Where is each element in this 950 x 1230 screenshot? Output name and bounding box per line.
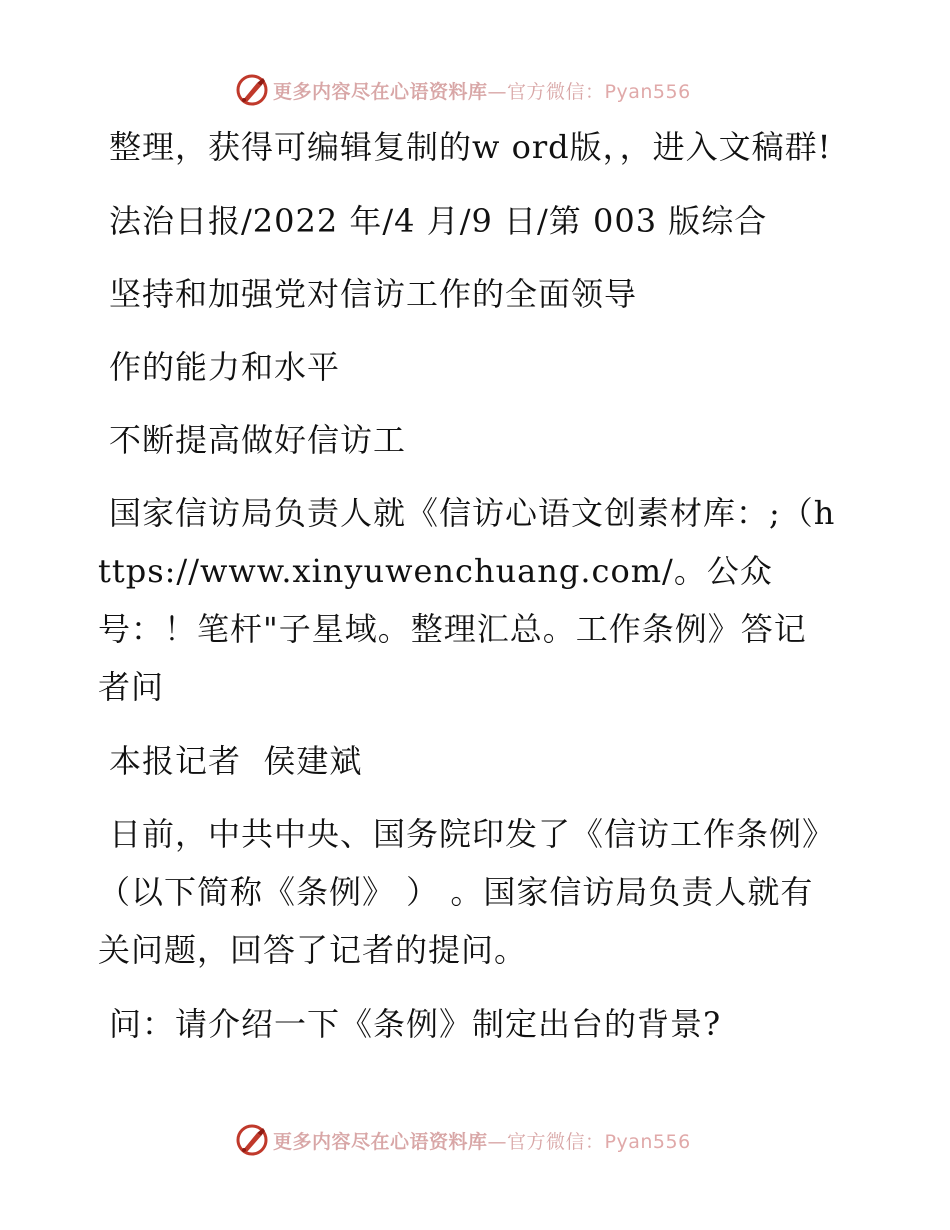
watermark-separator: —	[487, 1130, 508, 1153]
watermark-main-text: 更多内容尽在心语资料库	[273, 80, 488, 103]
watermark-text	[273, 77, 691, 104]
watermark-footer	[235, 1122, 715, 1158]
watermark-wechat-label: 官方微信：	[507, 80, 605, 103]
watermark-separator: —	[487, 80, 508, 103]
paragraph-headline-2: 作的能力和水平	[109, 348, 341, 386]
paragraph-headline-3: 不断提高做好信访工	[109, 421, 407, 459]
watermark-wechat-id: Pyan556	[604, 1130, 691, 1153]
document-body	[98, 118, 847, 1068]
paragraph-headline-1: 坚持和加强党对信访工作的全面领导	[109, 275, 638, 313]
red-quill-pen-icon	[235, 73, 269, 107]
watermark-wechat-label: 官方微信：	[507, 1130, 605, 1153]
paragraph-reporter: 本报记者 侯建斌	[109, 742, 363, 780]
red-quill-pen-icon	[235, 1123, 269, 1157]
watermark-wechat-id: Pyan556	[604, 80, 691, 103]
paragraph-question-1: 问：请介绍一下《条例》制定出台的背景?	[109, 1005, 722, 1043]
watermark-text	[273, 1127, 691, 1154]
watermark-main-text: 更多内容尽在心语资料库	[273, 1130, 488, 1153]
paragraph-subtitle: 国家信访局负责人就《信访心语文创素材库：;（https://www.xinyuwenchuang.com/。公众号：！笔杆"子星域。整理汇总。工作条例》答记者问	[98, 494, 836, 706]
paragraph-lead: 日前，中共中央、国务院印发了《信访工作条例》 （以下简称《条例》 ） 。国家信访局负责人就有关问题，回答了记者的提问。	[98, 815, 847, 969]
watermark-header	[235, 72, 715, 108]
paragraph-intro: 整理，获得可编辑复制的w ord版，，进入文稿群!	[109, 128, 832, 166]
paragraph-source: 法治日报/2022 年/4 月/9 日/第 003 版综合	[109, 202, 768, 240]
